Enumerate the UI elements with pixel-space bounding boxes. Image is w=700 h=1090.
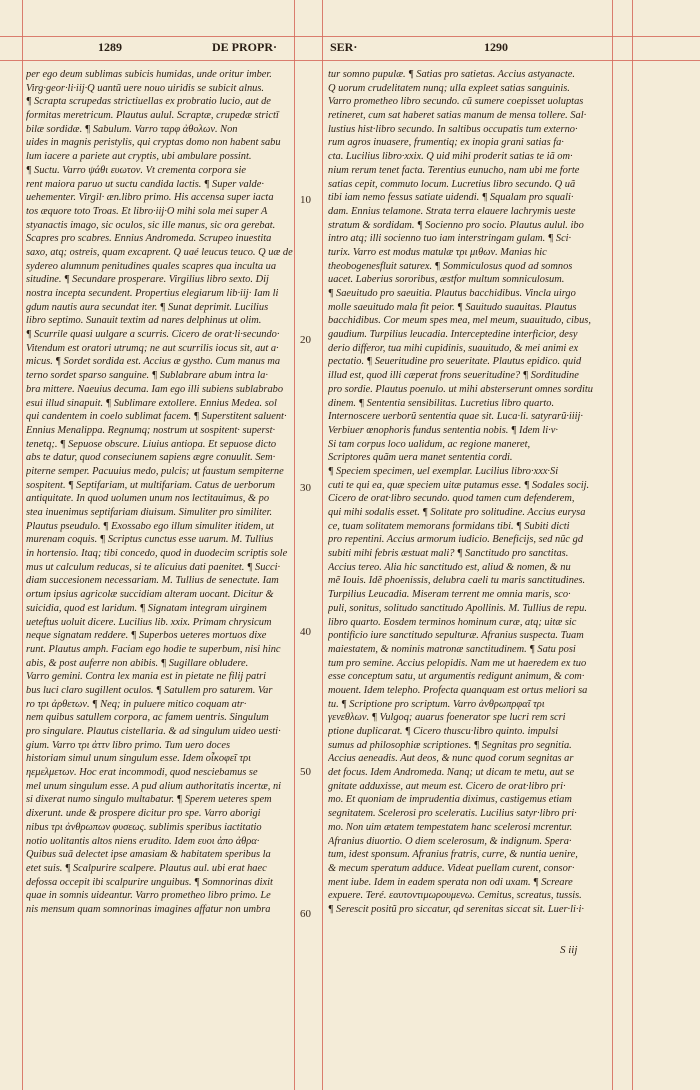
text-line: dam. Ennius telamone. Strata terra elauere lachrymis ueste (328, 205, 576, 217)
text-line: terno sordet sparso sanguine. ¶ Sublabrare abum intra la· (26, 370, 268, 382)
text-line: quae in somnis uideantur. Varro prometheo libro primo. Le (26, 890, 271, 902)
text-line: si dixerat numo singulo multabatur. ¶ Sperem ueteres spem (26, 794, 272, 806)
text-line: sospitent. ¶ Septifariam, ut multifariam. Catus de uerborum (26, 479, 276, 491)
text-line: ro τρι ἀρθετων. ¶ Neq; in puluere mitico coquam atr· (26, 698, 247, 710)
text-line: det focus. Idem Andromeda. Nanq; ut dicam te metu, aut se (328, 767, 575, 779)
text-line: defossa occepit ibi scalpurire unguibus. ¶ Somnorinas dixit (26, 876, 273, 888)
text-line: maiestatem, & nominis matronæ sanctitudinem. ¶ Satu posi (328, 643, 576, 655)
text-line: libro septimo. Sunauit textim ad nares delphinus ut olim. (26, 315, 262, 327)
text-line: pontificio iure sanctitudo sepulturæ. Afranius suspecta. Tuam (328, 630, 584, 642)
text-line: pro repentini. Accius armorum iudicio. Beneficijs, sed nũc gd (328, 534, 584, 546)
text-line: Virg·geor·li·iij·Q uantũ uere nouo uiridis se subicit alnus. (26, 82, 265, 94)
text-line: Quibus suã delectet ipse amasiam & habitatem speribus la (26, 849, 271, 861)
text-line: saxo, atq; ostreis, quam excaprent. Q uaé leucus teuco. Q uæ de (26, 246, 293, 258)
text-line: Internoscere uerborũ sententia quae sit. Luca·li. satyrarũ·iiij· (328, 411, 584, 423)
text-line: tum pro semine. Accius pelopidis. Nam me ut haeredem ex tuo (328, 657, 587, 669)
line-number-50: 50 (300, 766, 311, 778)
text-line: expuere. Teré. εαυτοντιμωρουμενω. Cemitus, screatus, tussis. (328, 890, 582, 902)
text-line: gium. Varro τρι ἀττν libro primo. Tum uero doces (26, 739, 231, 751)
text-line: bacchidibus. Cor meum spes mea, mel meum, suauitudo, cibus, (328, 315, 591, 327)
running-title-left: DE PROPR· (212, 40, 277, 54)
text-line: cuti te qui ea, quæ speciem uitæ putamus esse. ¶ Sodales socij. (328, 479, 590, 491)
text-line: qui mihi sodalis esset. ¶ Solitate pro solitudine. Accius eurysa (328, 507, 586, 518)
text-line: bilæ sordidæ. ¶ Sabulum. Varro ταρφ ἀθολων. Non (26, 123, 238, 135)
header-rule-bottom (0, 60, 700, 61)
text-line: ¶ Speciem specimen, uel exemplar. Lucilius libro·xxx·Si (328, 465, 559, 477)
text-line: illud est, quod illi cæperat frons seueritudine? ¶ Sorditudine (328, 370, 579, 382)
text-line: mo. Non uim ætatem tempestatem hanc scelerosi mcrentur. (328, 821, 573, 833)
text-line: tu. ¶ Scriptione pro scriptum. Varro ἀνθρωπρφαῖ τρι (328, 698, 545, 710)
text-line: bus luci claro sugillent oculos. ¶ Satullem pro saturem. Var (26, 684, 273, 696)
text-line: γενεθλων. ¶ Vulgoq; auarus foenerator spe lucri rem scri (328, 712, 566, 724)
text-line: uides in magnis peristylis, qui cryptas domo non habent sabu (26, 137, 281, 149)
text-line: segnitatem. Scelerosi pro sceleratis. Lucilius satyr·libro pri· (328, 808, 577, 820)
text-line: gnitate adduxisse, aut meum est. Cicero de orat·libro pri· (328, 780, 566, 792)
text-line: esui illud sinapuit. ¶ Sublimare extollere. Ennius Medea. sol (26, 397, 277, 409)
text-line: situdine. ¶ Secundare prosperare. Virgilius libro sexto. Dij (26, 274, 269, 286)
text-line: lustius hist·libro secundo. In saltibus occupatis tum externo· (328, 123, 578, 135)
text-line: notio uolitantis altos niens erudito. Idem ευοι ἀπο ἀθρα· (26, 835, 260, 847)
text-line: satias cepit, commuto locum. Lucretius libro secundo. Q uã (328, 178, 576, 190)
text-line: Ennius Menalippa. Regnumq; nostrum ut sospitent· superst· (26, 424, 276, 436)
running-header (0, 40, 700, 58)
text-line: & mecum speratum adduce. Videat puellam curent, consor· (328, 862, 575, 874)
text-line: tenetq;. ¶ Sepuose obscure. Liuius antiopa. Et sepuose dicto (26, 438, 277, 450)
text-line: ptione duplicarat. ¶ Cicero thuscu·libro quinto. impulsi (328, 726, 559, 737)
text-line: nibus τρι ἀνθρωπων φυσεως. sublimis speribus iactitatio (26, 821, 262, 833)
text-line: Varro prometheo libro secundo. cũ sumere coepisset uoluptas (328, 96, 584, 108)
text-line: in hortensio. Itaq; tibi concedo, quod in duodecim scriptis sole (26, 548, 288, 560)
text-line: abs te datur, quod conseciunem sapiens ægre conuulit. Sem· (26, 452, 276, 464)
text-line: piterne semper. Pacuuius medo, pulcis; ut faustum sempiterne (26, 465, 284, 477)
page-number-left: 1289 (98, 40, 122, 54)
running-title-right: SER· (330, 40, 358, 54)
signature-mark: S iij (560, 944, 578, 956)
text-line: qui candentem in coelo sublimat facem. ¶ Superstitent saluent· (26, 411, 287, 423)
text-line: diam succesionem necessariam. M. Tullius de senectute. Iam (26, 575, 279, 587)
text-line: styanactis imago, sic oculos, sic ille manus, sic ora gerebat. (26, 219, 276, 231)
text-line: mẽ Iouis. Idẽ phoenissis, delubra caeli tu maris sanctitudines. (328, 575, 586, 587)
margin-rule-left-outer (22, 0, 23, 1090)
text-line: subiti mihi febris æstuat mali? ¶ Sanctitudo pro sanctitas. (328, 548, 569, 560)
text-line: Verbiuer œnophoris fundus sententia nobis. ¶ Idem li·v· (328, 424, 558, 436)
text-line: molle saeuitudo mala fit peior. ¶ Sauitudo suauitas. Plautus (328, 301, 577, 313)
text-line: suicidia, quod est laridum. ¶ Signatam integram uirginem (26, 602, 267, 614)
line-number-60: 60 (300, 908, 311, 920)
text-line: ortum ipsius agricolæ succidiam alteram uocant. Dicitur & (26, 589, 274, 601)
text-line: Q uorum crudelitatem nunq; ulla expleet satias sanguinis. (328, 82, 570, 94)
text-line: Scapres pro scabres. Ennius Andromeda. Scrupeo inuestita (26, 233, 272, 245)
line-number-30: 30 (300, 482, 311, 494)
text-line: ¶ Suctu. Varro ψάθι ευωτον. Vt crementa corpora sie (26, 164, 246, 176)
text-line: antiquitate. In quod uolumen unum nos lectitauimus, & po (26, 493, 270, 505)
text-line: Vitendum est oratori utrumq; ne aut scurrilis iocus sit, aut a· (26, 342, 279, 354)
text-line: rum agros inuasere, frumentiq; ex inopia grani satias fa· (328, 137, 564, 149)
text-line: formitas meretricum. Plautus aulul. Scraptæ, crupedæ strictī (26, 110, 279, 122)
text-line: pro singulare. Plautus cistellaria. & ad singulum uideo uesti· (26, 726, 281, 737)
text-line: mus ut calculum reducas, si te alicuius dati paenitet. ¶ Succi· (26, 561, 281, 573)
text-line: neque signatam reddere. ¶ Superbos ueteres mortuos dixe (26, 630, 267, 642)
text-line: etet suis. ¶ Scalpurire scalpere. Plautus aul. ubi erat haec (26, 862, 267, 874)
text-line: cta. Lucilius libro·xxix. Q uid mihi proderit satias te iã om· (328, 151, 573, 163)
text-line: tos æquore toto Troas. Et libro·iij·O mihi sola mei super A (26, 205, 268, 217)
text-line: Accius tereo. Alia hic sanctitudo est, aliud & nomen, & nu (328, 561, 571, 573)
text-line: mouent. Idem telepho. Profecta quanquam est ortus meliori sa (328, 684, 588, 696)
text-line: puli, sonitus, solitudo sanctitudo Apollinis. M. Tullius de repu. (328, 602, 587, 614)
text-line: micus. ¶ Sordet sordida est. Accius æ gystho. Cum manus ma (26, 356, 281, 368)
text-line: nium rerum tenet facta. Terentius eunucho, nam ubi me forte (328, 164, 580, 176)
text-line: Varro gemini. Contra lex mania est in pietate ne filij patri (26, 671, 267, 683)
text-line: per ego deum sublimas subicis humidas, unde oritur imber. (26, 69, 272, 80)
text-line: retineret, cum sat haberet satias manum de mensa tollere. Sal· (328, 110, 587, 122)
text-line: uacet. Laberius sororibus, æstfor multum somniculosum. (328, 274, 565, 286)
text-line: ce, tuam solitatem memorans formidans tibi. ¶ Subiti dicti (328, 520, 570, 532)
text-line: Afranius diuortio. O diem scelerosum, & indignum. Spera· (328, 835, 572, 847)
text-line: ueteftus uoluit dicere. Lucilius lib. xxix. Primam chrysicum (26, 616, 272, 628)
text-line: Si tam corpus loco ualidum, ac regione maneret, (328, 438, 531, 450)
text-line: sumus ad philosophiæ scriptiones. ¶ Segnitas pro segnitia. (328, 739, 572, 751)
text-line: tibi iam nemo fessus satiate uidendi. ¶ Squalam pro squali· (328, 192, 574, 204)
margin-rule-left-inner (294, 0, 295, 1090)
text-line: theobogenesfluit saturex. ¶ Sommiculosus quod ad somnos (328, 260, 573, 272)
text-line: pro sordie. Plautus poenulo. ut mihi absterserunt omnes sorditu (328, 383, 593, 395)
text-column-right (328, 68, 608, 917)
line-number-10: 10 (300, 194, 311, 206)
text-line: ment iube. Idem in eadem sperata non odi uxam. ¶ Screare (328, 876, 573, 888)
text-line: ηεμελμετων. Hoc erat incommodi, quod nesciebamus se (26, 767, 258, 779)
text-line: libro quarto. Eosdem terminos hominum curæ, atq; uitæ sic (328, 616, 577, 628)
text-line: ¶ Scrapta scrupedas strictiuellas ex probratio lucio, aut de (26, 96, 271, 108)
line-number-40: 40 (300, 626, 311, 638)
text-line: tum, idest sponsum. Afranius fratris, curre, & nuntia uenire, (328, 849, 578, 861)
text-line: runt. Plautus amph. Faciam ego hodie te superbum, nisi hinc (26, 643, 281, 655)
text-line: murenam coquis. ¶ Scriptus cunctus esse uarum. M. Tullius (26, 534, 274, 546)
text-line: rent maiora paruo ut suctu candida lactis. ¶ Super valde· (26, 178, 264, 190)
text-line: nem quibus satullem corpora, ac famem uentris. Singulum (26, 712, 269, 724)
text-line: mo. Et quoniam de imprudentia diximus, castigemus etiam (328, 794, 572, 806)
text-line: sydereo alumnum penitudines quales scapres qua inculta ua (26, 260, 277, 272)
text-line: historiam simul unum singulum esse. Idem oἶκοφεῖ τρι (26, 753, 251, 765)
margin-rule-right-inner (322, 0, 323, 1090)
text-line: derio differor, tua mihi cupidinis, suauitudo, & mei animi ex (328, 342, 579, 354)
text-line: Cicero de orat·libro secundo. quod tamen cum defenderem, (328, 493, 575, 505)
text-line: stratum & sordidam. ¶ Socienno pro socio. Plautus aulul. ibo (328, 219, 584, 231)
text-line: ¶ Scurrile quasi uulgare a scurris. Cicero de orat·li·secundo· (26, 329, 280, 341)
text-column-left (26, 68, 293, 917)
text-line: stea inuenimus septifariam diuisum. Simuliter pro similiter. (26, 507, 273, 518)
text-line: turix. Varro est modus matulæ τρι μιθων. Manias hic (328, 246, 547, 258)
text-line: intro atq; illi socienno tuo iam interstringam gulam. ¶ Sci· (328, 233, 572, 245)
text-line: uehementer. Virgil· æn.libro primo. His accensa super iacta (26, 192, 274, 204)
text-line: bra mittere. Naeuius decuma. Iam ego illi subiens sublabrabo (26, 383, 284, 395)
margin-rule-edge (632, 0, 633, 1090)
page-number-right: 1290 (484, 40, 508, 54)
text-line: lum iacere a pariete aut cryptis, ubi ambulare possint. (26, 151, 252, 163)
text-line: dinem. ¶ Sententia sensibilitas. Lucretius libro quarto. (328, 397, 555, 409)
text-line: mel unum singulum esse. A pud alium authoritatis incertæ, ni (26, 780, 282, 792)
header-rule-top (0, 36, 700, 37)
text-line: nis mensum quam somnorinas imagines affatur non umbra (26, 903, 271, 915)
text-line: Accius aeneadis. Aut deos, & nunc quod corum segnitas ar (328, 753, 574, 765)
text-line: gdum nautis aura secundat iter. ¶ Sunat deprimit. Lucilius (26, 301, 269, 313)
text-line: Scriptores quãm uera manet sententia cordi. (328, 452, 513, 464)
text-line: ¶ Serescit positũ pro siccatur, qd serenitas siccat sit. Luer·li·i· (328, 903, 584, 915)
text-line: ¶ Saeuitudo pro saeuitia. Plautus bacchidibus. Vincla uirgo (328, 288, 576, 299)
text-line: Plautus pseudulo. ¶ Exossabo ego illum simuliter itidem, ut (26, 520, 274, 532)
text-line: Turpilius Leucadia. Miseram terrent me omnia maris, sco· (328, 589, 571, 601)
text-line: pectatio. ¶ Seueritudine pro seueritate. Plautus epidico. quid (328, 356, 582, 368)
text-line: dixerunt. unde & prospere dicitur pro spe. Varro aborigi (26, 808, 261, 820)
margin-rule-right-outer (612, 0, 613, 1090)
text-line: nostra incepta secundent. Propertius elegiarum lib·iij· Iam li (26, 288, 279, 299)
text-line: tur somno pupulæ. ¶ Satias pro satietas. Accius astyanacte. (328, 69, 576, 80)
text-line: esse conceptum satu, ut argumentis redigunt animum, & com· (328, 671, 585, 683)
text-line: abis, & post auferre non abibis. ¶ Sugillare obludere. (26, 657, 249, 669)
text-line: gaudium. Turpilius leucadia. Interceptedine interficior, desy (328, 329, 578, 341)
line-number-20: 20 (300, 334, 311, 346)
